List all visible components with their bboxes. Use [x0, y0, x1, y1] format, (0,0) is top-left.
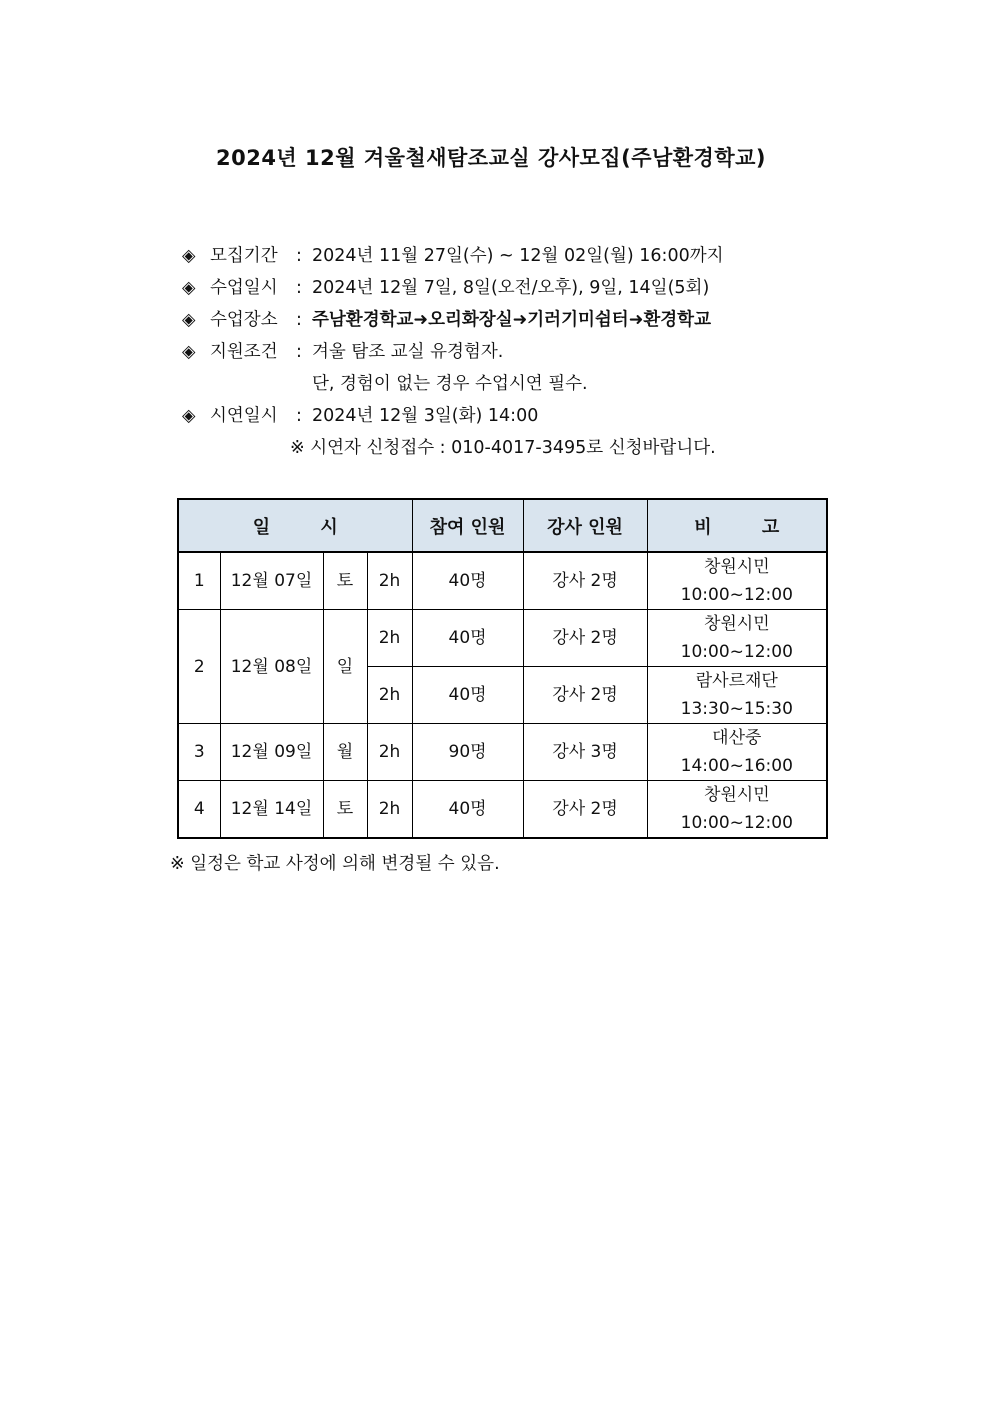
- remark-name: 창원시민: [703, 614, 770, 634]
- info-value: 단, 경험이 없는 경우 수업시연 필수.: [312, 374, 588, 394]
- info-item-conditions: [182, 336, 724, 368]
- row-date: 12월 14일: [220, 781, 323, 839]
- row-instructors: 강사 2명: [523, 552, 647, 610]
- row-participants: 40명: [412, 667, 523, 724]
- row-duration: 2h: [367, 610, 412, 667]
- table-header-row: [178, 499, 827, 552]
- header-remarks: 비 고: [647, 499, 827, 552]
- table-row: [178, 610, 827, 667]
- footnote: ※ 일정은 학교 사정에 의해 변경될 수 있음.: [170, 854, 500, 874]
- remark-time: 14:00~16:00: [680, 756, 793, 776]
- remark-name: 대산중: [712, 728, 762, 748]
- remark-name: 람사르재단: [695, 671, 778, 691]
- diamond-bullet-icon: ◈: [182, 246, 196, 266]
- info-colon: :: [296, 406, 302, 426]
- info-item-conditions-continued: [182, 368, 724, 400]
- header-date: 일 시: [178, 499, 412, 552]
- info-value: 2024년 12월 7일, 8일(오전/오후), 9일, 14일(5회): [312, 278, 710, 298]
- remark-name: 창원시민: [703, 785, 770, 805]
- row-date: 12월 09일: [220, 724, 323, 781]
- header-participants: 참여 인원: [412, 499, 523, 552]
- row-instructors: 강사 2명: [523, 667, 647, 724]
- info-item-class-dates: [182, 272, 724, 304]
- diamond-bullet-icon: ◈: [182, 406, 196, 426]
- remark-time: 10:00~12:00: [680, 642, 793, 662]
- row-participants: 40명: [412, 781, 523, 839]
- diamond-bullet-icon: ◈: [182, 310, 196, 330]
- info-colon: :: [296, 342, 302, 362]
- row-day: 월: [323, 724, 367, 781]
- row-number: 2: [178, 610, 220, 724]
- row-participants: 90명: [412, 724, 523, 781]
- row-date: 12월 08일: [220, 610, 323, 724]
- header-instructors: 강사 인원: [523, 499, 647, 552]
- row-instructors: 강사 2명: [523, 610, 647, 667]
- page-title: 2024년 12월 겨울철새탐조교실 강사모집(주남환경학교): [215, 146, 767, 170]
- row-remarks: [647, 724, 827, 781]
- info-colon: :: [296, 310, 302, 330]
- row-remarks: [647, 610, 827, 667]
- row-remarks: [647, 781, 827, 839]
- info-label: 시연일시: [210, 406, 278, 426]
- info-value: 겨울 탐조 교실 유경험자.: [312, 342, 504, 362]
- row-duration: 2h: [367, 781, 412, 839]
- info-value: 2024년 12월 3일(화) 14:00: [312, 406, 539, 426]
- row-duration: 2h: [367, 552, 412, 610]
- row-number: 3: [178, 724, 220, 781]
- schedule-table: [177, 498, 828, 839]
- row-day: 토: [323, 552, 367, 610]
- table-row: [178, 781, 827, 839]
- info-label: 수업장소: [210, 310, 278, 330]
- table-row: [178, 552, 827, 610]
- info-label: 수업일시: [210, 278, 278, 298]
- table-row: [178, 724, 827, 781]
- info-value-route: 주남환경학교➜오리화장실➜기러기미쉼터➜환경학교: [312, 310, 711, 330]
- row-remarks: [647, 552, 827, 610]
- info-item-demo: [182, 400, 724, 432]
- info-colon: :: [296, 246, 302, 266]
- diamond-bullet-icon: ◈: [182, 278, 196, 298]
- row-duration: 2h: [367, 724, 412, 781]
- info-item-period: [182, 240, 724, 272]
- row-duration: 2h: [367, 667, 412, 724]
- info-item-place: [182, 304, 724, 336]
- info-apply-note: [182, 432, 724, 464]
- row-participants: 40명: [412, 552, 523, 610]
- row-participants: 40명: [412, 610, 523, 667]
- diamond-bullet-icon: ◈: [182, 342, 196, 362]
- apply-note-text: ※ 시연자 신청접수 : 010-4017-3495로 신청바랍니다.: [290, 438, 716, 458]
- remark-time: 10:00~12:00: [680, 813, 793, 833]
- row-remarks: [647, 667, 827, 724]
- row-number: 1: [178, 552, 220, 610]
- row-day: 일: [323, 610, 367, 724]
- info-label: 지원조건: [210, 342, 278, 362]
- remark-name: 창원시민: [703, 557, 770, 577]
- row-instructors: 강사 3명: [523, 724, 647, 781]
- row-date: 12월 07일: [220, 552, 323, 610]
- info-label: 모집기간: [210, 246, 278, 266]
- info-colon: :: [296, 278, 302, 298]
- remark-time: 10:00~12:00: [680, 585, 793, 605]
- remark-time: 13:30~15:30: [680, 699, 793, 719]
- row-day: 토: [323, 781, 367, 839]
- row-instructors: 강사 2명: [523, 781, 647, 839]
- info-list: [182, 240, 724, 464]
- row-number: 4: [178, 781, 220, 839]
- info-value: 2024년 11월 27일(수) ~ 12월 02일(월) 16:00까지: [312, 246, 724, 266]
